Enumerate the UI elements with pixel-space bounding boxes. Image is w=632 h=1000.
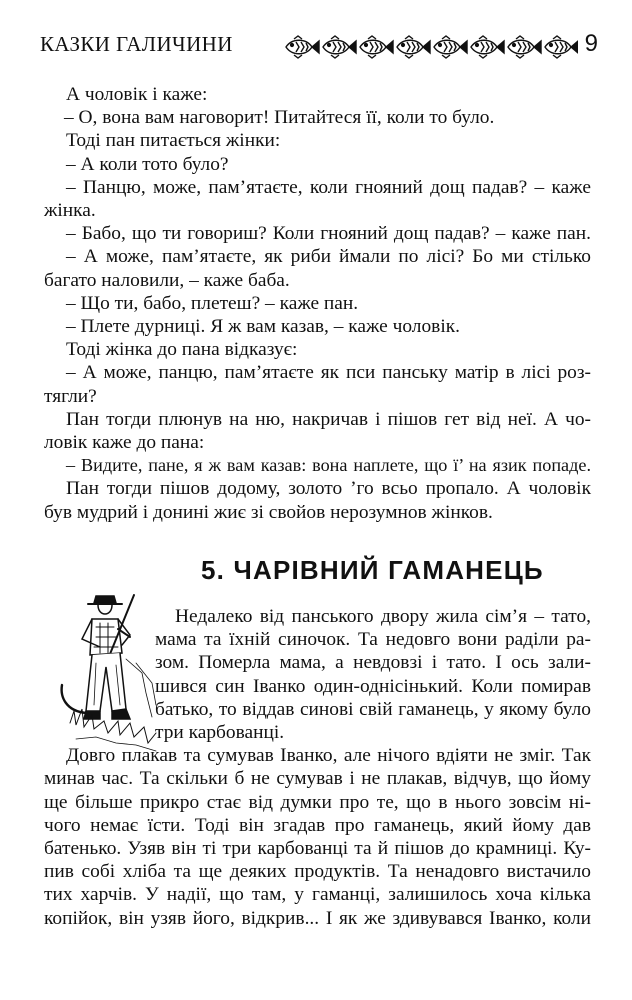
text-line: – О, вона вам наговорит! Питайтеся її, коли то було. [64, 107, 495, 129]
text-line: Тоді жінка до пана відказує: [66, 339, 298, 361]
text-line: – Панцю, може, пам’ятаєте, коли гнояний дощ падав? – каже [66, 176, 591, 198]
text-line: ще більше прикро стає від думки про те, що в нього зовсім ні- [44, 791, 591, 813]
text-line: три карбованці. [155, 722, 285, 744]
text-line: минав час. Та скільки б не сумував і не плакав, відчув, що йому [44, 768, 591, 790]
dialogue-text [44, 83, 591, 524]
text-line: був мудрий і донині жиє зі свойов нерозумнов жінков. [44, 501, 493, 523]
text-line: Пан тогди плюнув на ню, накричав і пішов гет від неї. А чо- [66, 408, 591, 430]
text-line: чого немає їсти. Тоді він згадав про гаманець, який йому дав [44, 814, 591, 836]
page-number: 9 [584, 30, 598, 57]
text-line: шився син Іванко один-однісінький. Коли помирав [155, 675, 591, 697]
text-line: пив собі хліба та ще деяких продуктів. Та ненадовго вистачило [44, 861, 591, 883]
text-line: багато наловили, – каже баба. [44, 269, 290, 291]
book-title: КАЗКИ ГАЛИЧИНИ [40, 32, 233, 56]
text-line: – Плете дурниці. Я ж вам казав, – каже чоловік. [66, 316, 460, 338]
text-line: жінка. [44, 200, 96, 222]
text-line: – Видите, пане, я ж вам казав: вона наплете, що ї’ на язик попаде. [66, 455, 591, 476]
text-line: Пан тогди пішов додому, золото ’го всьо пропало. А чоловік [66, 478, 591, 500]
text-line: тих харчів. У надії, що там, у гаманці, залишилось хоча кілька [44, 884, 591, 906]
text-line: Недалеко від панського двору жила сім’я – тато, [175, 606, 591, 627]
running-header [40, 28, 600, 64]
story-text [44, 605, 591, 930]
text-line: – Що ти, бабо, плетеш? – каже пан. [66, 292, 359, 314]
text-line: ловік каже до пана: [44, 432, 205, 454]
text-line: зом. Померла мама, а невдовзі і тато. І ось зали- [155, 652, 591, 674]
text-line: – Бабо, що ти говориш? Коли гнояний дощ падав? – каже пан. [66, 223, 591, 245]
text-line: тягли? [44, 385, 97, 407]
fish-ornament-icon [284, 34, 578, 60]
text-line: Довго плакав та сумував Іванко, але нічого вдіяти не зміг. Так [66, 745, 591, 767]
section-title: 5. ЧАРІВНИЙ ГАМАНЕЦЬ [201, 555, 544, 585]
text-line: – А може, панцю, пам’ятаєте як пси панську матір в лісі роз- [66, 362, 591, 384]
text-line: – А може, пам’ятаєте, як риби ймали по лісі? Бо ми стілько [66, 246, 591, 268]
text-line: батько, то віддав синові свій гаманець, у якому було [155, 698, 591, 720]
text-line: Тоді пан питається жінки: [66, 130, 281, 152]
text-line: копійок, він узяв його, відкрив... І як же здивувався Іванко, коли [44, 907, 591, 929]
text-line: – А коли тото було? [66, 153, 229, 175]
text-line: мама та їхній синочок. Та недовго вони раділи ра- [155, 629, 591, 651]
text-line: батенько. Узяв він ті три карбованці та й пішов до крамниці. Ку- [44, 838, 591, 860]
text-line: А чоловік і каже: [66, 84, 208, 105]
